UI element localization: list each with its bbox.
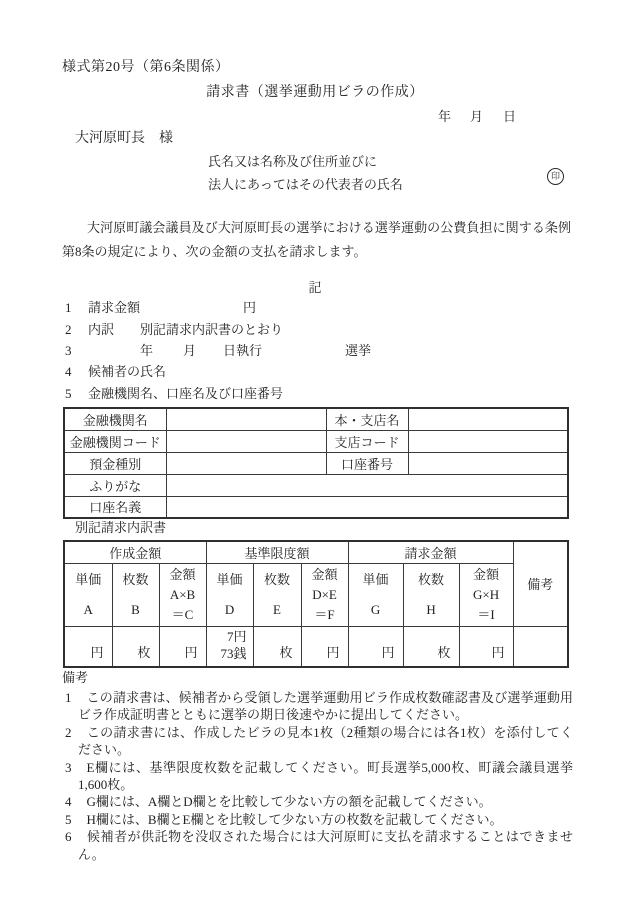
- notes-header: 備考: [62, 670, 89, 685]
- claim-item-5: [62, 385, 283, 403]
- bank-code-field: [166, 430, 326, 452]
- unit-cell-b: 枚: [112, 626, 159, 667]
- table-row: [64, 496, 568, 518]
- unit-cell-f: 円: [301, 626, 348, 667]
- note-item: 3 E欄には、基準限度枚数を記載してください。町長選挙5,000枚、町議会議員選挙1,600枚。: [65, 759, 573, 793]
- election-label: 選挙: [345, 343, 372, 358]
- group-header-production: 作成金額: [64, 541, 206, 563]
- notes-list: [62, 689, 573, 863]
- unit-cell-g: 円: [348, 626, 403, 667]
- note-item: 5 H欄には、B欄とE欄とを比較して少ない方の枚数を記載してください。: [65, 811, 503, 827]
- deposit-type-label: 預金種別: [64, 452, 166, 474]
- year-label: 年: [438, 109, 452, 124]
- amount-unit-label: 円: [243, 300, 257, 315]
- branch-code-field: [408, 430, 568, 452]
- furigana-field: [166, 474, 568, 496]
- col-header-unit-price-g: 単価 G: [348, 563, 403, 626]
- table-row: [64, 430, 568, 452]
- col-header-unit-price-a: 単価 A: [64, 563, 112, 626]
- year-label: 年: [140, 343, 154, 358]
- col-header-sheets-h: 枚数 H: [403, 563, 459, 626]
- claim-item-4: [62, 363, 166, 381]
- month-label: 月: [470, 109, 484, 124]
- item-number: 2: [65, 322, 72, 337]
- bank-name-field: [166, 408, 326, 430]
- day-executed-label: 日執行: [223, 343, 263, 358]
- item-label: 金融機関名、口座名及び口座番号: [88, 386, 284, 401]
- col-header-amount-i: 金額 G×H ＝I: [459, 563, 513, 626]
- form-number-label: 様式第20号（第6条関係）: [62, 60, 230, 75]
- item-number: 3: [65, 343, 72, 358]
- deposit-type-field: [166, 452, 326, 474]
- note-item: 2 この請求書には、作成したビラの見本1枚（2種類の場合には各1枚）を添付してください。: [65, 724, 573, 758]
- item-number: 5: [65, 386, 72, 401]
- account-holder-label: 口座名義: [64, 496, 166, 518]
- col-header-amount-f: 金額 D×E ＝F: [301, 563, 348, 626]
- table-row: [64, 452, 568, 474]
- note-item: 6 候補者が供託物を没収された場合には大河原町に支払を請求することはできません。: [65, 829, 573, 862]
- table-row: [64, 474, 568, 496]
- item-number: 4: [65, 364, 72, 379]
- bank-code-label: 金融機関コード: [64, 430, 166, 452]
- furigana-label: ふりがな: [64, 474, 166, 496]
- group-header-claim: 請求金額: [348, 541, 513, 563]
- group-header-limit: 基準限度額: [206, 541, 348, 563]
- unit-cell-d: 7円 73銭: [206, 626, 253, 667]
- branch-code-label: 支店コード: [326, 430, 408, 452]
- table-row: [64, 563, 568, 626]
- account-number-label: 口座番号: [326, 452, 408, 474]
- claim-item-2: [62, 321, 283, 339]
- branch-name-field: [408, 408, 568, 430]
- unit-cell-a: 円: [64, 626, 112, 667]
- col-header-unit-price-d: 単価 D: [206, 563, 253, 626]
- item-label: 請求金額: [88, 300, 141, 315]
- item-label: 候補者の氏名: [88, 364, 167, 379]
- claim-item-1: [62, 299, 256, 317]
- claim-item-3: [62, 342, 371, 360]
- bank-name-label: 金融機関名: [64, 408, 166, 430]
- note-item: 4 G欄には、A欄とD欄とを比較して少ない方の額を記載してください。: [65, 794, 492, 810]
- breakdown-caption: 別記請求内訳書: [75, 520, 167, 535]
- account-holder-field: [166, 496, 568, 518]
- unit-cell-c: 円: [159, 626, 206, 667]
- note-item: 1 この請求書は、候補者から受領した選挙運動用ビラ作成枚数確認書及び選挙運動用ビラ作成証明書とともに選挙の期日後速やかに提出してください。: [65, 690, 573, 723]
- addressee-label: 大河原町長 様: [75, 131, 173, 146]
- item-label: 内訳: [88, 322, 115, 337]
- remarks-header: 備考: [513, 541, 568, 626]
- date-line: [438, 108, 516, 126]
- body-paragraph: 大河原町議会議員及び大河原町長の選挙における選挙運動の公費負担に関する条例第8条の規定により、次の金額の支払を請求します。: [62, 220, 571, 259]
- record-marker: 記: [308, 280, 322, 295]
- item-number: 1: [65, 300, 72, 315]
- bank-info-table: [63, 407, 569, 519]
- col-header-sheets-b: 枚数 B: [112, 563, 159, 626]
- remarks-cell: [513, 626, 568, 667]
- table-row: [64, 626, 568, 667]
- declarant-name-line-2: 法人にあってはその代表者の氏名: [208, 177, 403, 192]
- inkan-seal-icon: 印: [547, 168, 564, 185]
- declarant-name-line-1: 氏名又は名称及び住所並びに: [208, 154, 378, 169]
- item-value: 別記請求内訳書のとおり: [140, 322, 284, 337]
- table-row: [64, 408, 568, 430]
- breakdown-table: [63, 540, 569, 668]
- document-title: 請求書（選挙運動用ビラの作成）: [206, 85, 424, 100]
- table-row: [64, 541, 568, 563]
- unit-cell-e: 枚: [253, 626, 301, 667]
- day-label: 日: [503, 109, 517, 124]
- month-label: 月: [183, 343, 197, 358]
- col-header-amount-c: 金額 A×B ＝C: [159, 563, 206, 626]
- unit-cell-h: 枚: [403, 626, 459, 667]
- unit-cell-i: 円: [459, 626, 513, 667]
- account-number-field: [408, 452, 568, 474]
- branch-name-label: 本・支店名: [326, 408, 408, 430]
- col-header-sheets-e: 枚数 E: [253, 563, 301, 626]
